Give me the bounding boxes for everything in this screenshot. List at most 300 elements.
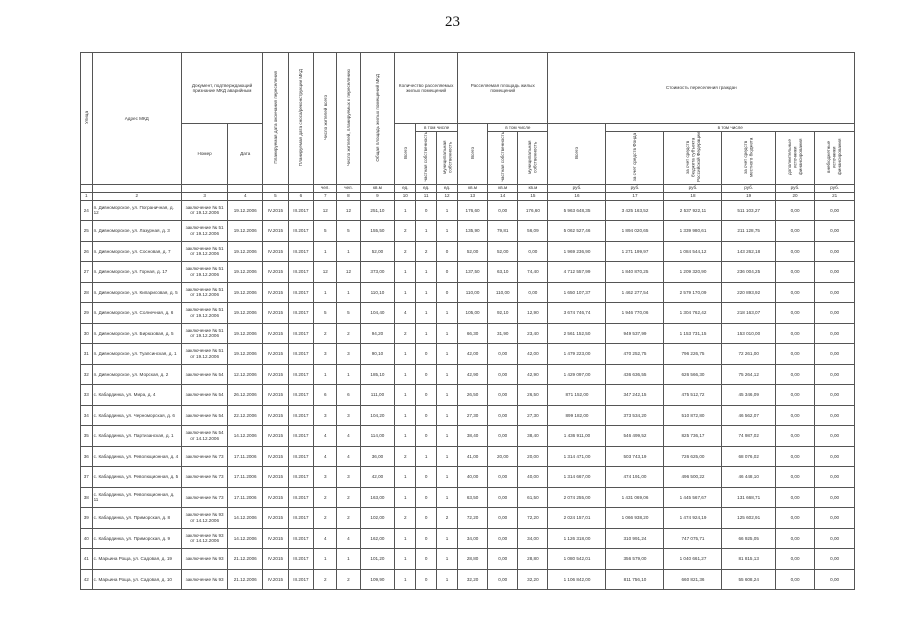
table-cell: 0 [416,200,437,221]
table-cell: кв.м [457,184,487,192]
table-cell: III.2017 [288,467,314,488]
table-cell: 1 [416,446,437,467]
table-row [81,282,855,303]
table-cell: 75 264,12 [722,364,775,385]
table-cell: руб. [775,184,814,192]
table-cell: III.2017 [288,549,314,570]
header-residents-planned: Число жителей, планируемых к переселению [337,53,360,185]
table-cell: 29 [81,303,93,324]
table-cell: 2 [314,508,337,529]
table-cell: 218 163,07 [722,303,775,324]
table-cell: 1 [437,303,458,324]
header-relocated-municipal: муниципальная собственность [518,132,548,185]
table-cell: 1 [437,344,458,365]
table-cell: 42 [81,569,93,590]
table-cell: заключение № 73 [181,487,227,508]
table-cell: 0,00 [815,200,855,221]
table-cell: п. Дивноморское, ул. Горная, д. 17 [92,262,181,283]
header-doc-date: Дата [228,124,263,185]
table-cell: 0,00 [815,446,855,467]
table-cell: 102,00 [360,508,395,529]
table-cell: 0 [416,549,437,570]
table-cell: 1 314 471,00 [548,446,606,467]
table-cell: 10 [395,192,416,200]
header-relocated-sub: в том числе [488,124,548,132]
table-cell: 4 [314,446,337,467]
table-cell: 79,81 [488,221,518,242]
column-index-row [81,192,855,200]
table-cell: 2 [395,241,416,262]
table-cell: 2 [395,508,416,529]
table-cell: 5 [314,221,337,242]
table-cell: 18 [664,192,722,200]
table-cell: 373,00 [360,262,395,283]
table-cell: 42,00 [457,344,487,365]
table-cell: 37 [81,467,93,488]
units-row [81,184,855,192]
table-cell: 1 946 770,06 [606,303,664,324]
table-cell [263,184,289,192]
table-cell: 2 537 922,11 [664,200,722,221]
table-cell: с. Кабардинка, ул. Черноморская, д. 6 [92,405,181,426]
table-cell: 19 [722,192,775,200]
table-cell: 5 963 648,35 [548,200,606,221]
table-cell: 66,30 [457,323,487,344]
table-cell: 949 537,99 [606,323,664,344]
table-cell: 1 [337,241,360,262]
table-cell: с. Кабардинка, ул. Приморская, д. 9 [92,528,181,549]
table-cell: заключение № 54 [181,405,227,426]
table-cell: 1 040 661,27 [664,549,722,570]
table-cell: IV.2015 [263,569,289,590]
table-cell: 19.12.2006 [228,262,263,283]
table-cell: 0,00 [815,385,855,406]
table-cell: 109,90 [360,569,395,590]
table-row [81,426,855,447]
table-cell: 1 445 567,67 [664,487,722,508]
table-cell: 19.12.2006 [228,241,263,262]
table-cell: 310 991,24 [606,528,664,549]
table-cell: 356 579,00 [606,549,664,570]
table-cell: 0,00 [815,364,855,385]
table-cell: 38 [81,487,93,508]
table-cell: 176,60 [457,200,487,221]
table-row [81,446,855,467]
table-cell: 42,00 [360,467,395,488]
table-cell: 12 [437,192,458,200]
table-cell: чел. [337,184,360,192]
table-cell: III.2017 [288,569,314,590]
table-cell: 72,20 [518,508,548,529]
table-cell: 0,00 [775,200,814,221]
table-cell: 1 [395,282,416,303]
table-cell: 8 [337,192,360,200]
table-cell: 0,00 [775,569,814,590]
table-cell: 436 636,55 [606,364,664,385]
table-cell: 12,90 [518,303,548,324]
table-row [81,200,855,221]
table-cell: заключение № 93 [181,549,227,570]
table-cell: 24 [81,200,93,221]
table-row [81,405,855,426]
table-cell: 0,00 [815,487,855,508]
table-cell: IV.2015 [263,344,289,365]
table-cell: IV.2015 [263,487,289,508]
table-cell: 42,90 [518,364,548,385]
table-cell: 251,10 [360,200,395,221]
table-cell: 0,00 [815,282,855,303]
table-cell: 1 [337,549,360,570]
table-cell: 0,00 [775,323,814,344]
table-cell: 11 [416,192,437,200]
header-cost-extra: дополнительные источники финансирования [775,132,814,185]
table-cell [228,184,263,192]
table-cell: III.2017 [288,508,314,529]
table-cell: 1 [437,323,458,344]
table-cell: 23,40 [518,323,548,344]
table-cell: 4 [337,528,360,549]
table-cell: 28,80 [457,549,487,570]
table-cell: 0 [416,487,437,508]
header-area-private: частная собственность [416,132,437,185]
header-cost-group: Стоимость переселения граждан [548,53,855,124]
table-cell: заключение № 51 от 19.12.2006 [181,262,227,283]
table-cell: 2 [314,569,337,590]
table-cell: 0,00 [775,467,814,488]
table-cell: 1 429 097,00 [548,364,606,385]
table-cell: 0 [416,569,437,590]
table-cell: 74,40 [518,262,548,283]
table-cell: заключение № 54 [181,385,227,406]
table-cell: кв.м [488,184,518,192]
table-cell: 1 [337,364,360,385]
table-cell: 0,00 [815,344,855,365]
table-cell: 36 [81,446,93,467]
table-cell: 39 [81,508,93,529]
table-cell: 21.12.2006 [228,569,263,590]
table-row [81,241,855,262]
table-cell: 26.12.2006 [228,385,263,406]
header-area-group: Количество расселяемых жилых помещений [395,53,458,124]
table-cell: с. Марьина Роща, ул. Садовая, д. 19 [92,549,181,570]
table-cell: 470 252,75 [606,344,664,365]
table-cell: 1 [437,200,458,221]
table-cell: 0,00 [488,467,518,488]
table-cell: III.2017 [288,323,314,344]
table-cell: 1 436 911,00 [548,426,606,447]
table-cell: 21.12.2006 [228,549,263,570]
table-cell: 3 425 163,52 [606,200,664,221]
table-cell: 16 [548,192,606,200]
table-cell: 1 153 731,15 [664,323,722,344]
table-cell: 0,00 [488,364,518,385]
table-cell: п. Дивноморское, ул. Лазурная, д. 3 [92,221,181,242]
table-cell: 0 [416,405,437,426]
table-cell: 36,00 [360,446,395,467]
table-cell: 2 [337,508,360,529]
table-cell: 2 [314,487,337,508]
table-cell: IV.2015 [263,528,289,549]
table-cell: 63,10 [488,262,518,283]
table-cell: 1 [314,549,337,570]
table-cell: 1 066 938,20 [606,508,664,529]
table-cell: 1 339 980,61 [664,221,722,242]
table-cell: 0,00 [775,221,814,242]
table-cell: 899 182,00 [548,405,606,426]
table-cell: III.2017 [288,303,314,324]
table-cell: 0,00 [815,467,855,488]
table-cell: 1 [337,282,360,303]
table-cell: 1 [314,241,337,262]
table-cell: руб. [606,184,664,192]
table-row [81,344,855,365]
table-cell: 660 821,36 [664,569,722,590]
table-cell: 811 756,10 [606,569,664,590]
table-cell: заключение № 73 [181,467,227,488]
table-cell: 40,00 [518,467,548,488]
table-cell: 0,00 [488,426,518,447]
table-cell: IV.2015 [263,241,289,262]
table-cell: руб. [815,184,855,192]
table-cell: 38,40 [518,426,548,447]
table-cell: 626 566,30 [664,364,722,385]
table-cell: 94,20 [360,323,395,344]
table-cell: 17.11.2006 [228,467,263,488]
table-cell: 0,00 [775,385,814,406]
table-cell: 1 084 544,12 [664,241,722,262]
table-cell: 1 [395,364,416,385]
table-cell: 26 [81,241,93,262]
table-cell: IV.2015 [263,467,289,488]
table-cell: 20 [775,192,814,200]
header-relocated-private: частная собственность [488,132,518,185]
table-cell: 0,00 [815,508,855,529]
header-planned-date-1: Планируемая дата окончания переселения [263,53,289,185]
table-cell: 1 479 223,00 [548,344,606,365]
table-cell: 32,20 [457,569,487,590]
table-cell: 52,00 [488,241,518,262]
table-cell: 0,00 [488,528,518,549]
table-cell: 45 346,09 [722,385,775,406]
table-cell: 131 668,71 [722,487,775,508]
table-row [81,508,855,529]
table-cell: 1 [395,200,416,221]
table-cell: III.2017 [288,344,314,365]
table-cell: 2 [437,508,458,529]
table-cell: 0,00 [815,405,855,426]
table-cell: 9 [360,192,395,200]
table-cell: 40,00 [457,467,487,488]
table-cell: 0,00 [775,241,814,262]
table-cell: 14.12.2006 [228,528,263,549]
table-cell: заключение № 93 от 14.12.2006 [181,508,227,529]
table-cell: 1 [395,528,416,549]
table-cell: 12.12.2006 [228,364,263,385]
table-cell: 0,00 [775,426,814,447]
table-cell: заключение № 51 от 19.12.2006 [181,323,227,344]
table-cell: 34,00 [518,528,548,549]
table-cell: 1 [395,385,416,406]
table-cell: 81 815,13 [722,549,775,570]
table-cell: 1 [416,303,437,324]
table-cell: 42,00 [518,344,548,365]
table-cell: 19.12.2006 [228,200,263,221]
table-cell: 72,20 [457,508,487,529]
table-cell: 12 [337,200,360,221]
table-cell: 3 [314,405,337,426]
table-cell: 1 [437,549,458,570]
table-cell: 12 [314,262,337,283]
table-cell: заключение № 54 [181,364,227,385]
table-cell: 0,00 [488,487,518,508]
table-cell: 0,00 [815,549,855,570]
table-cell: 0,00 [775,262,814,283]
table-cell: 30 [81,323,93,344]
table-cell: 1 [437,446,458,467]
table-cell: 1 [395,344,416,365]
table-cell: 5 [314,303,337,324]
table-cell: 46 448,10 [722,467,775,488]
table-cell [81,184,93,192]
table-cell: заключение № 54 от 14.12.2006 [181,426,227,447]
table-cell: с. Кабардинка, ул. Мира, д. 4 [92,385,181,406]
table-cell: 6 [337,385,360,406]
page-number: 23 [445,14,460,30]
header-planned-date-2: Планируемая дата сноса/реконструкции МКД [288,53,314,185]
relocation-table [80,52,855,590]
table-cell: III.2017 [288,282,314,303]
table-cell: 0 [437,241,458,262]
table-cell: 19.12.2006 [228,323,263,344]
table-cell: 546 499,52 [606,426,664,447]
table-cell: 236 004,25 [722,262,775,283]
header-doc-number: Номер [181,124,227,185]
table-cell: IV.2015 [263,508,289,529]
table-cell: 0,00 [815,303,855,324]
table-cell: 796 226,75 [664,344,722,365]
table-cell: 0 [416,344,437,365]
table-cell: 63,50 [457,487,487,508]
table-cell: 35 [81,426,93,447]
table-cell: 34 [81,405,93,426]
table-cell: 2 579 170,09 [664,282,722,303]
table-cell: 474 191,00 [606,467,664,488]
table-cell: 0 [416,385,437,406]
table-cell: 3 [337,467,360,488]
header-cost-other: внебюджетные источники финансирования [815,132,855,185]
table-cell: IV.2015 [263,364,289,385]
header-cost-region: за счет средств бюджета субъекта Российской Федерации [664,132,722,185]
table-cell: 0,00 [488,385,518,406]
table-cell: кв.м [518,184,548,192]
table-cell: 1 650 107,37 [548,282,606,303]
table-cell: 5 [337,221,360,242]
header-area-sub: в том числе [416,124,458,132]
table-cell: 1 [395,405,416,426]
table-cell: 2 [92,192,181,200]
table-cell: кв.м [360,184,395,192]
table-cell: 41,00 [457,446,487,467]
table-cell: 0,00 [488,549,518,570]
table-cell: III.2017 [288,446,314,467]
table-cell: 61,50 [518,487,548,508]
table-cell: 503 743,19 [606,446,664,467]
table-cell: 5 [263,192,289,200]
table-cell: 0 [416,528,437,549]
table-cell: 137,50 [457,262,487,283]
table-cell: 0,00 [488,508,518,529]
table-cell: заключение № 51 от 19.12.2006 [181,221,227,242]
table-cell: 27,30 [518,405,548,426]
table-cell: 56,09 [518,221,548,242]
table-cell: 0 [416,467,437,488]
table-cell: 104,40 [360,303,395,324]
table-cell: 747 075,71 [664,528,722,549]
table-cell: 2 024 157,01 [548,508,606,529]
table-cell: 0,00 [775,487,814,508]
table-cell: 2 [337,487,360,508]
table-cell: руб. [664,184,722,192]
header-residents: Число жителей всего [314,53,337,185]
table-cell: 1 [437,487,458,508]
table-cell: 2 [337,323,360,344]
table-cell: руб. [548,184,606,192]
header-num: Улица [81,53,93,185]
table-cell: 5 062 527,46 [548,221,606,242]
table-cell: 46 562,07 [722,405,775,426]
table-cell: заключение № 93 от 14.12.2006 [181,528,227,549]
table-cell: 211 128,75 [722,221,775,242]
table-cell: 0,00 [775,528,814,549]
table-cell: 135,90 [457,221,487,242]
table-cell: 0 [437,282,458,303]
table-cell: 34,00 [457,528,487,549]
header-area-total: Всего [395,124,416,185]
table-cell: IV.2015 [263,282,289,303]
table-cell: 220 893,92 [722,282,775,303]
table-row [81,364,855,385]
table-cell: с. Марьина Роща, ул. Садовая, д. 10 [92,569,181,590]
table-row [81,528,855,549]
table-cell: IV.2015 [263,446,289,467]
table-cell: 0,00 [518,282,548,303]
table-cell: III.2017 [288,405,314,426]
table-cell: 2 [337,569,360,590]
table-cell: 20,00 [518,446,548,467]
table-cell: 1 [395,487,416,508]
table-cell: 3 [314,467,337,488]
table-body [81,184,855,590]
table-cell: ед. [416,184,437,192]
table-cell: 1 [395,467,416,488]
table-cell: с. Кабардинка, ул. Партизанская, д. 1 [92,426,181,447]
header-total-area: Общая площадь жилых помещений МКД [360,53,395,185]
table-cell: 31 [81,344,93,365]
table-cell: 1 106 842,00 [548,569,606,590]
table-cell: п. Дивноморское, ул. Морская, д. 2 [92,364,181,385]
table-cell: 19.12.2006 [228,303,263,324]
table-cell: 0,00 [815,426,855,447]
table-cell: IV.2015 [263,200,289,221]
table-cell: 6 [288,192,314,200]
table-cell: 72 261,00 [722,344,775,365]
table-cell: IV.2015 [263,221,289,242]
table-cell: 3 [337,405,360,426]
table-cell: 20,00 [488,446,518,467]
table-cell: 1 [416,262,437,283]
table-cell: п. Дивноморское, ул. Пограничная, д. 12 [92,200,181,221]
table-cell: 1 [395,426,416,447]
